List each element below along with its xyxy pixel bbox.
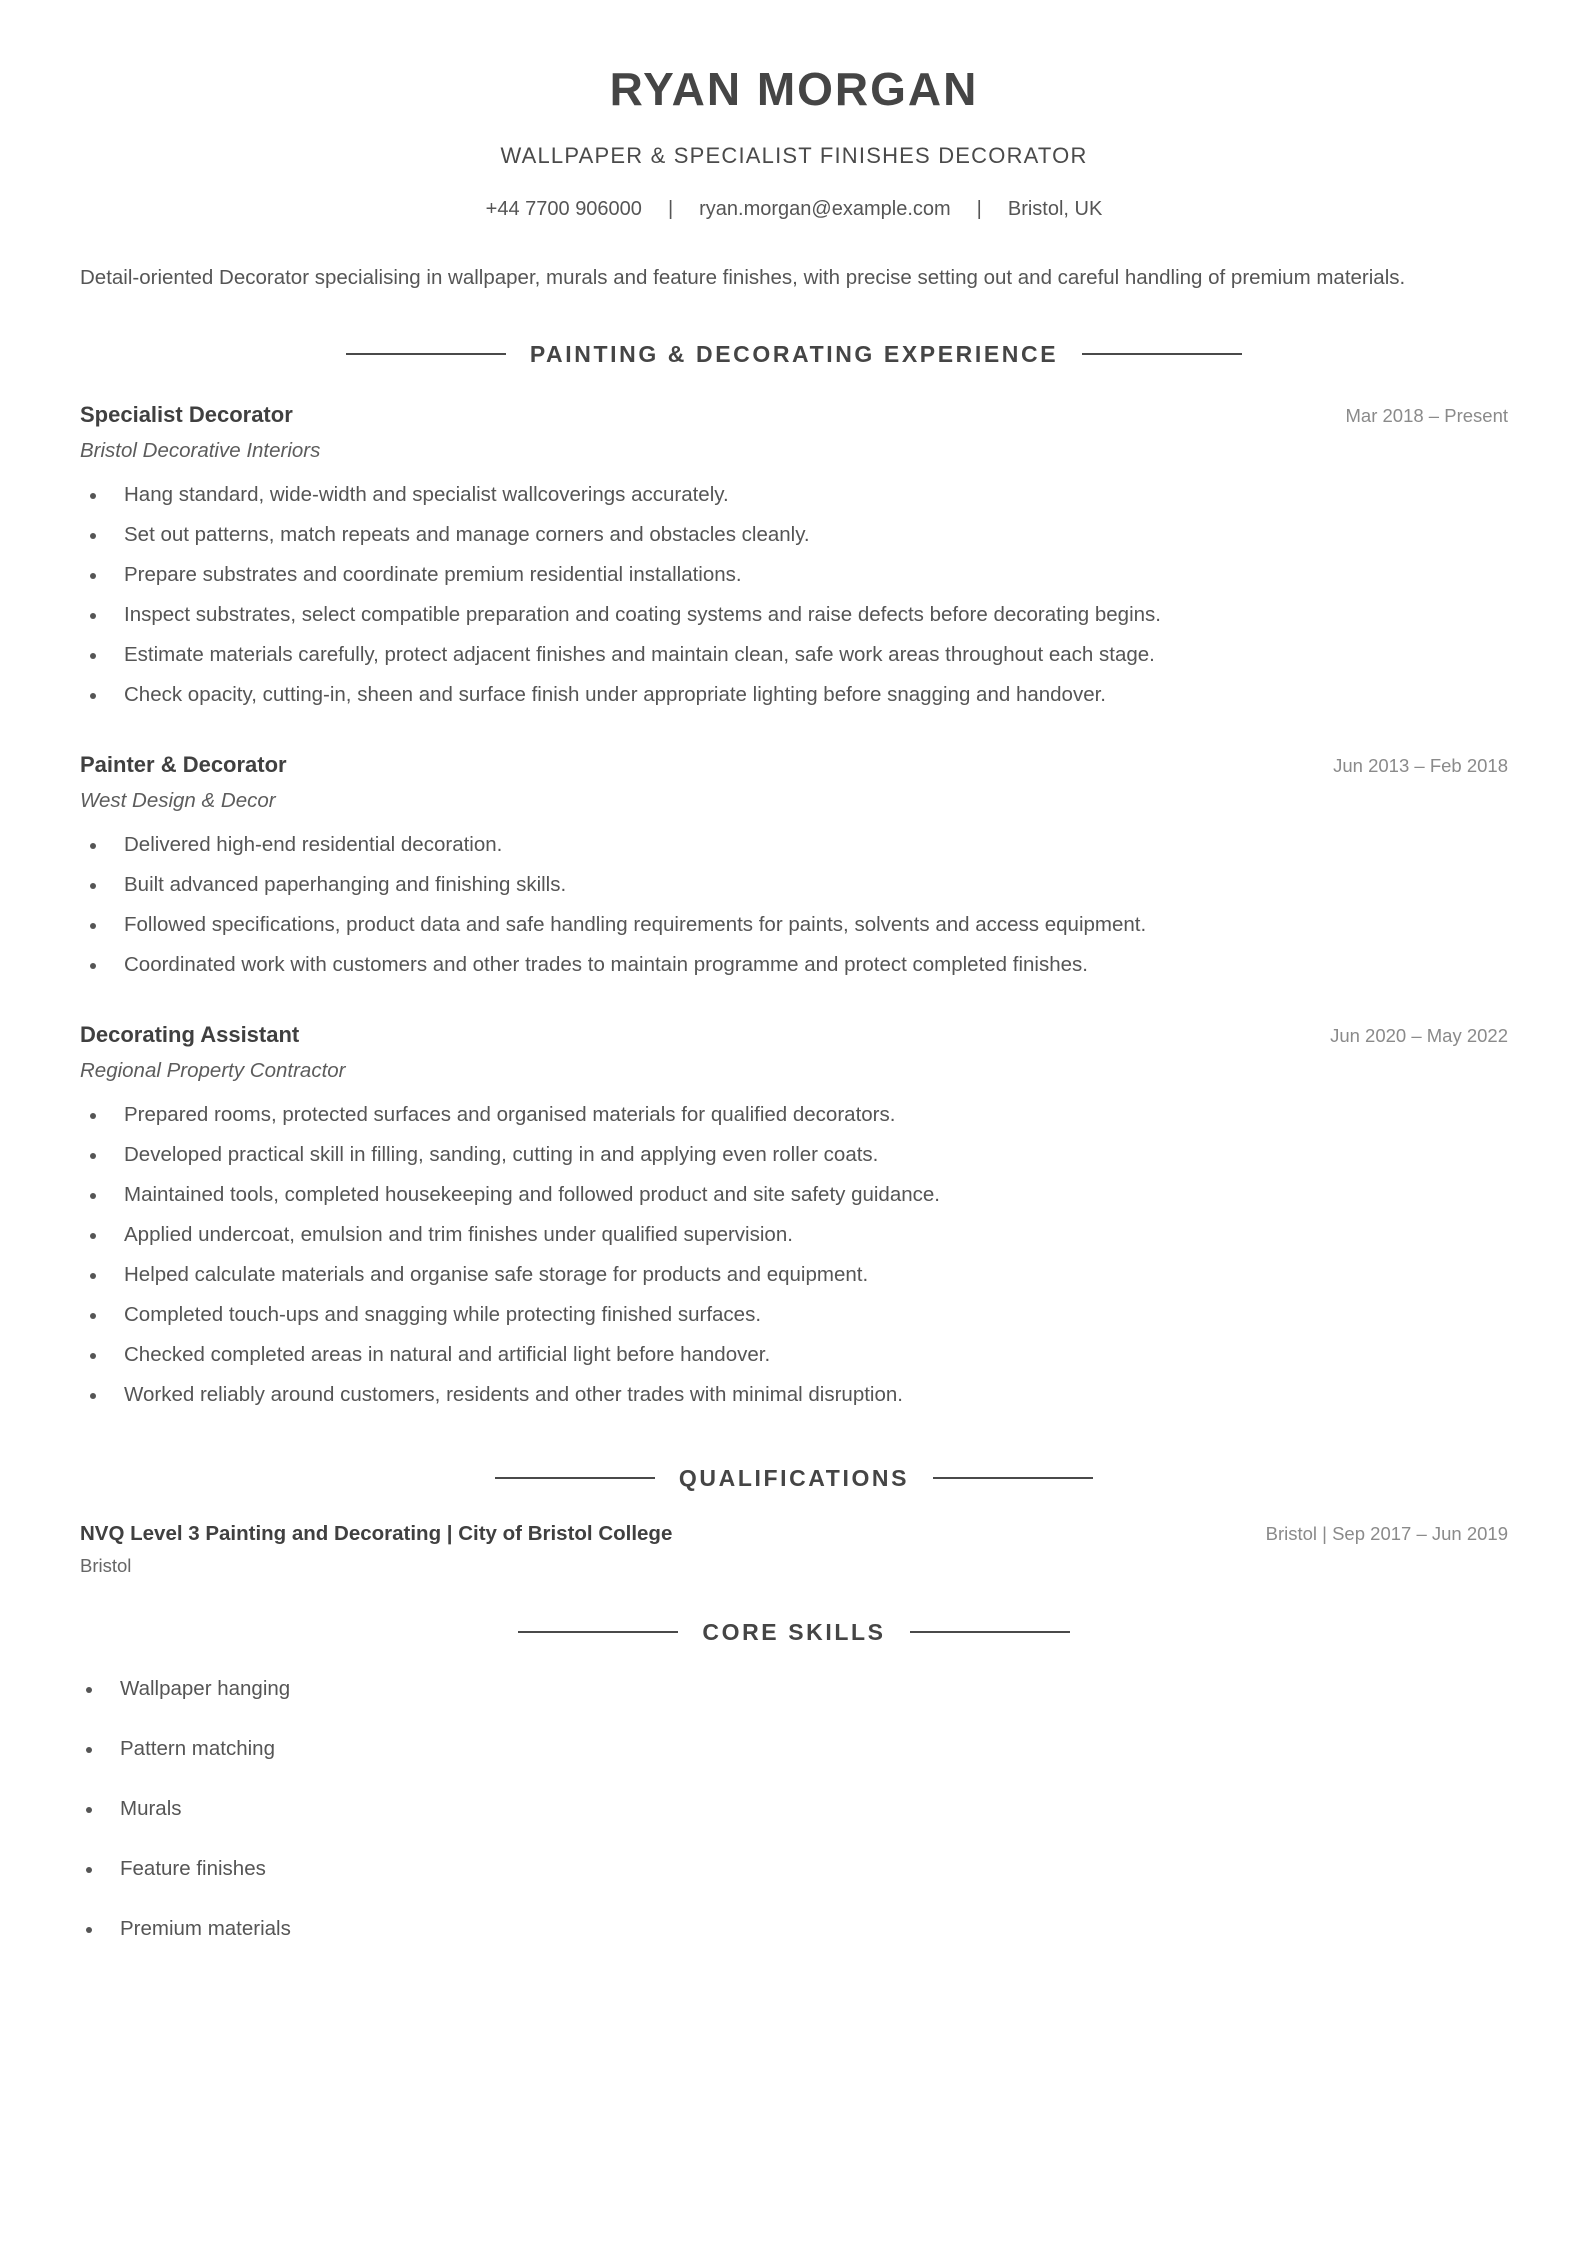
job-bullets	[80, 1095, 1508, 1415]
qualification-entry	[80, 1521, 1508, 1577]
job-bullet: Checked completed areas in natural and artificial light before handover.	[80, 1335, 1508, 1375]
heading-rule	[346, 353, 506, 355]
job-bullet: Completed touch-ups and snagging while protecting finished surfaces.	[80, 1295, 1508, 1335]
qualification-meta: Bristol | Sep 2017 – Jun 2019	[1265, 1523, 1508, 1544]
job-bullet: Check opacity, cutting-in, sheen and surface finish under appropriate lighting before snagging and handover.	[80, 675, 1508, 715]
contact-separator: |	[976, 198, 982, 220]
skill-item: Feature finishes	[80, 1857, 1508, 1881]
qualification-title: NVQ Level 3 Painting and Decorating | City of Bristol College	[80, 1522, 673, 1545]
job-title: Decorating Assistant	[80, 1022, 300, 1047]
section-heading-qualifications	[80, 1463, 1508, 1493]
skill-item: Wallpaper hanging	[80, 1677, 1508, 1701]
contact-email: ryan.morgan@example.com	[699, 198, 951, 220]
profile-summary: Detail-oriented Decorator specialising in wallpaper, murals and feature finishes, with precise setting out and careful handling of premium materials.	[80, 266, 1406, 289]
skill-item: Murals	[80, 1797, 1508, 1821]
section-heading-label: QUALIFICATIONS	[678, 1464, 910, 1491]
skills-list	[80, 1677, 1508, 1941]
job-bullets	[80, 825, 1508, 985]
contact-location: Bristol, UK	[1007, 198, 1103, 220]
job-bullet: Maintained tools, completed housekeeping and followed product and site safety guidance.	[80, 1175, 1508, 1215]
job-bullets	[80, 475, 1508, 715]
job-dates: Jun 2020 – May 2022	[1330, 1025, 1508, 1046]
job-entry	[80, 751, 1508, 985]
job-bullet: Helped calculate materials and organise safe storage for products and equipment.	[80, 1255, 1508, 1295]
job-bullet: Developed practical skill in filling, sanding, cutting in and applying even roller coats.	[80, 1135, 1508, 1175]
job-entry	[80, 401, 1508, 715]
job-company: West Design & Decor	[80, 789, 276, 812]
contact-line	[80, 197, 1508, 221]
section-heading-experience	[80, 339, 1508, 369]
job-bullet: Worked reliably around customers, residents and other trades with minimal disruption.	[80, 1375, 1508, 1415]
section-heading-label: CORE SKILLS	[702, 1618, 886, 1645]
skill-item: Premium materials	[80, 1917, 1508, 1941]
job-company: Bristol Decorative Interiors	[80, 439, 321, 462]
job-dates: Jun 2013 – Feb 2018	[1333, 755, 1508, 776]
job-bullet: Built advanced paperhanging and finishing skills.	[80, 865, 1508, 905]
section-heading-skills	[80, 1617, 1508, 1647]
job-entry	[80, 1021, 1508, 1415]
job-title: Painter & Decorator	[80, 752, 287, 777]
candidate-name: RYAN MORGAN	[609, 63, 979, 115]
job-bullet: Delivered high-end residential decoration.	[80, 825, 1508, 865]
contact-phone: +44 7700 906000	[485, 198, 642, 220]
skill-item: Pattern matching	[80, 1737, 1508, 1761]
job-bullet: Inspect substrates, select compatible preparation and coating systems and raise defects before decorating begins.	[80, 595, 1508, 635]
job-bullet: Estimate materials carefully, protect adjacent finishes and maintain clean, safe work areas throughout each stage.	[80, 635, 1508, 675]
heading-rule	[518, 1631, 678, 1633]
job-bullet: Set out patterns, match repeats and manage corners and obstacles cleanly.	[80, 515, 1508, 555]
job-dates: Mar 2018 – Present	[1345, 405, 1508, 426]
job-bullet: Applied undercoat, emulsion and trim finishes under qualified supervision.	[80, 1215, 1508, 1255]
section-heading-label: PAINTING & DECORATING EXPERIENCE	[529, 340, 1059, 367]
job-company: Regional Property Contractor	[80, 1059, 346, 1082]
job-title: Specialist Decorator	[80, 402, 293, 427]
heading-rule	[1082, 353, 1242, 355]
job-bullet: Coordinated work with customers and other trades to maintain programme and protect completed finishes.	[80, 945, 1508, 985]
qualification-location: Bristol	[80, 1555, 132, 1576]
contact-separator: |	[667, 198, 674, 220]
job-bullet: Hang standard, wide-width and specialist wallcoverings accurately.	[80, 475, 1508, 515]
job-bullet: Prepare substrates and coordinate premium residential installations.	[80, 555, 1508, 595]
candidate-headline: WALLPAPER & SPECIALIST FINISHES DECORATOR	[500, 143, 1088, 168]
job-bullet: Prepared rooms, protected surfaces and organised materials for qualified decorators.	[80, 1095, 1508, 1135]
heading-rule	[495, 1477, 655, 1479]
heading-rule	[910, 1631, 1070, 1633]
job-bullet: Followed specifications, product data and safe handling requirements for paints, solvents and access equipment.	[80, 905, 1508, 945]
heading-rule	[933, 1477, 1093, 1479]
